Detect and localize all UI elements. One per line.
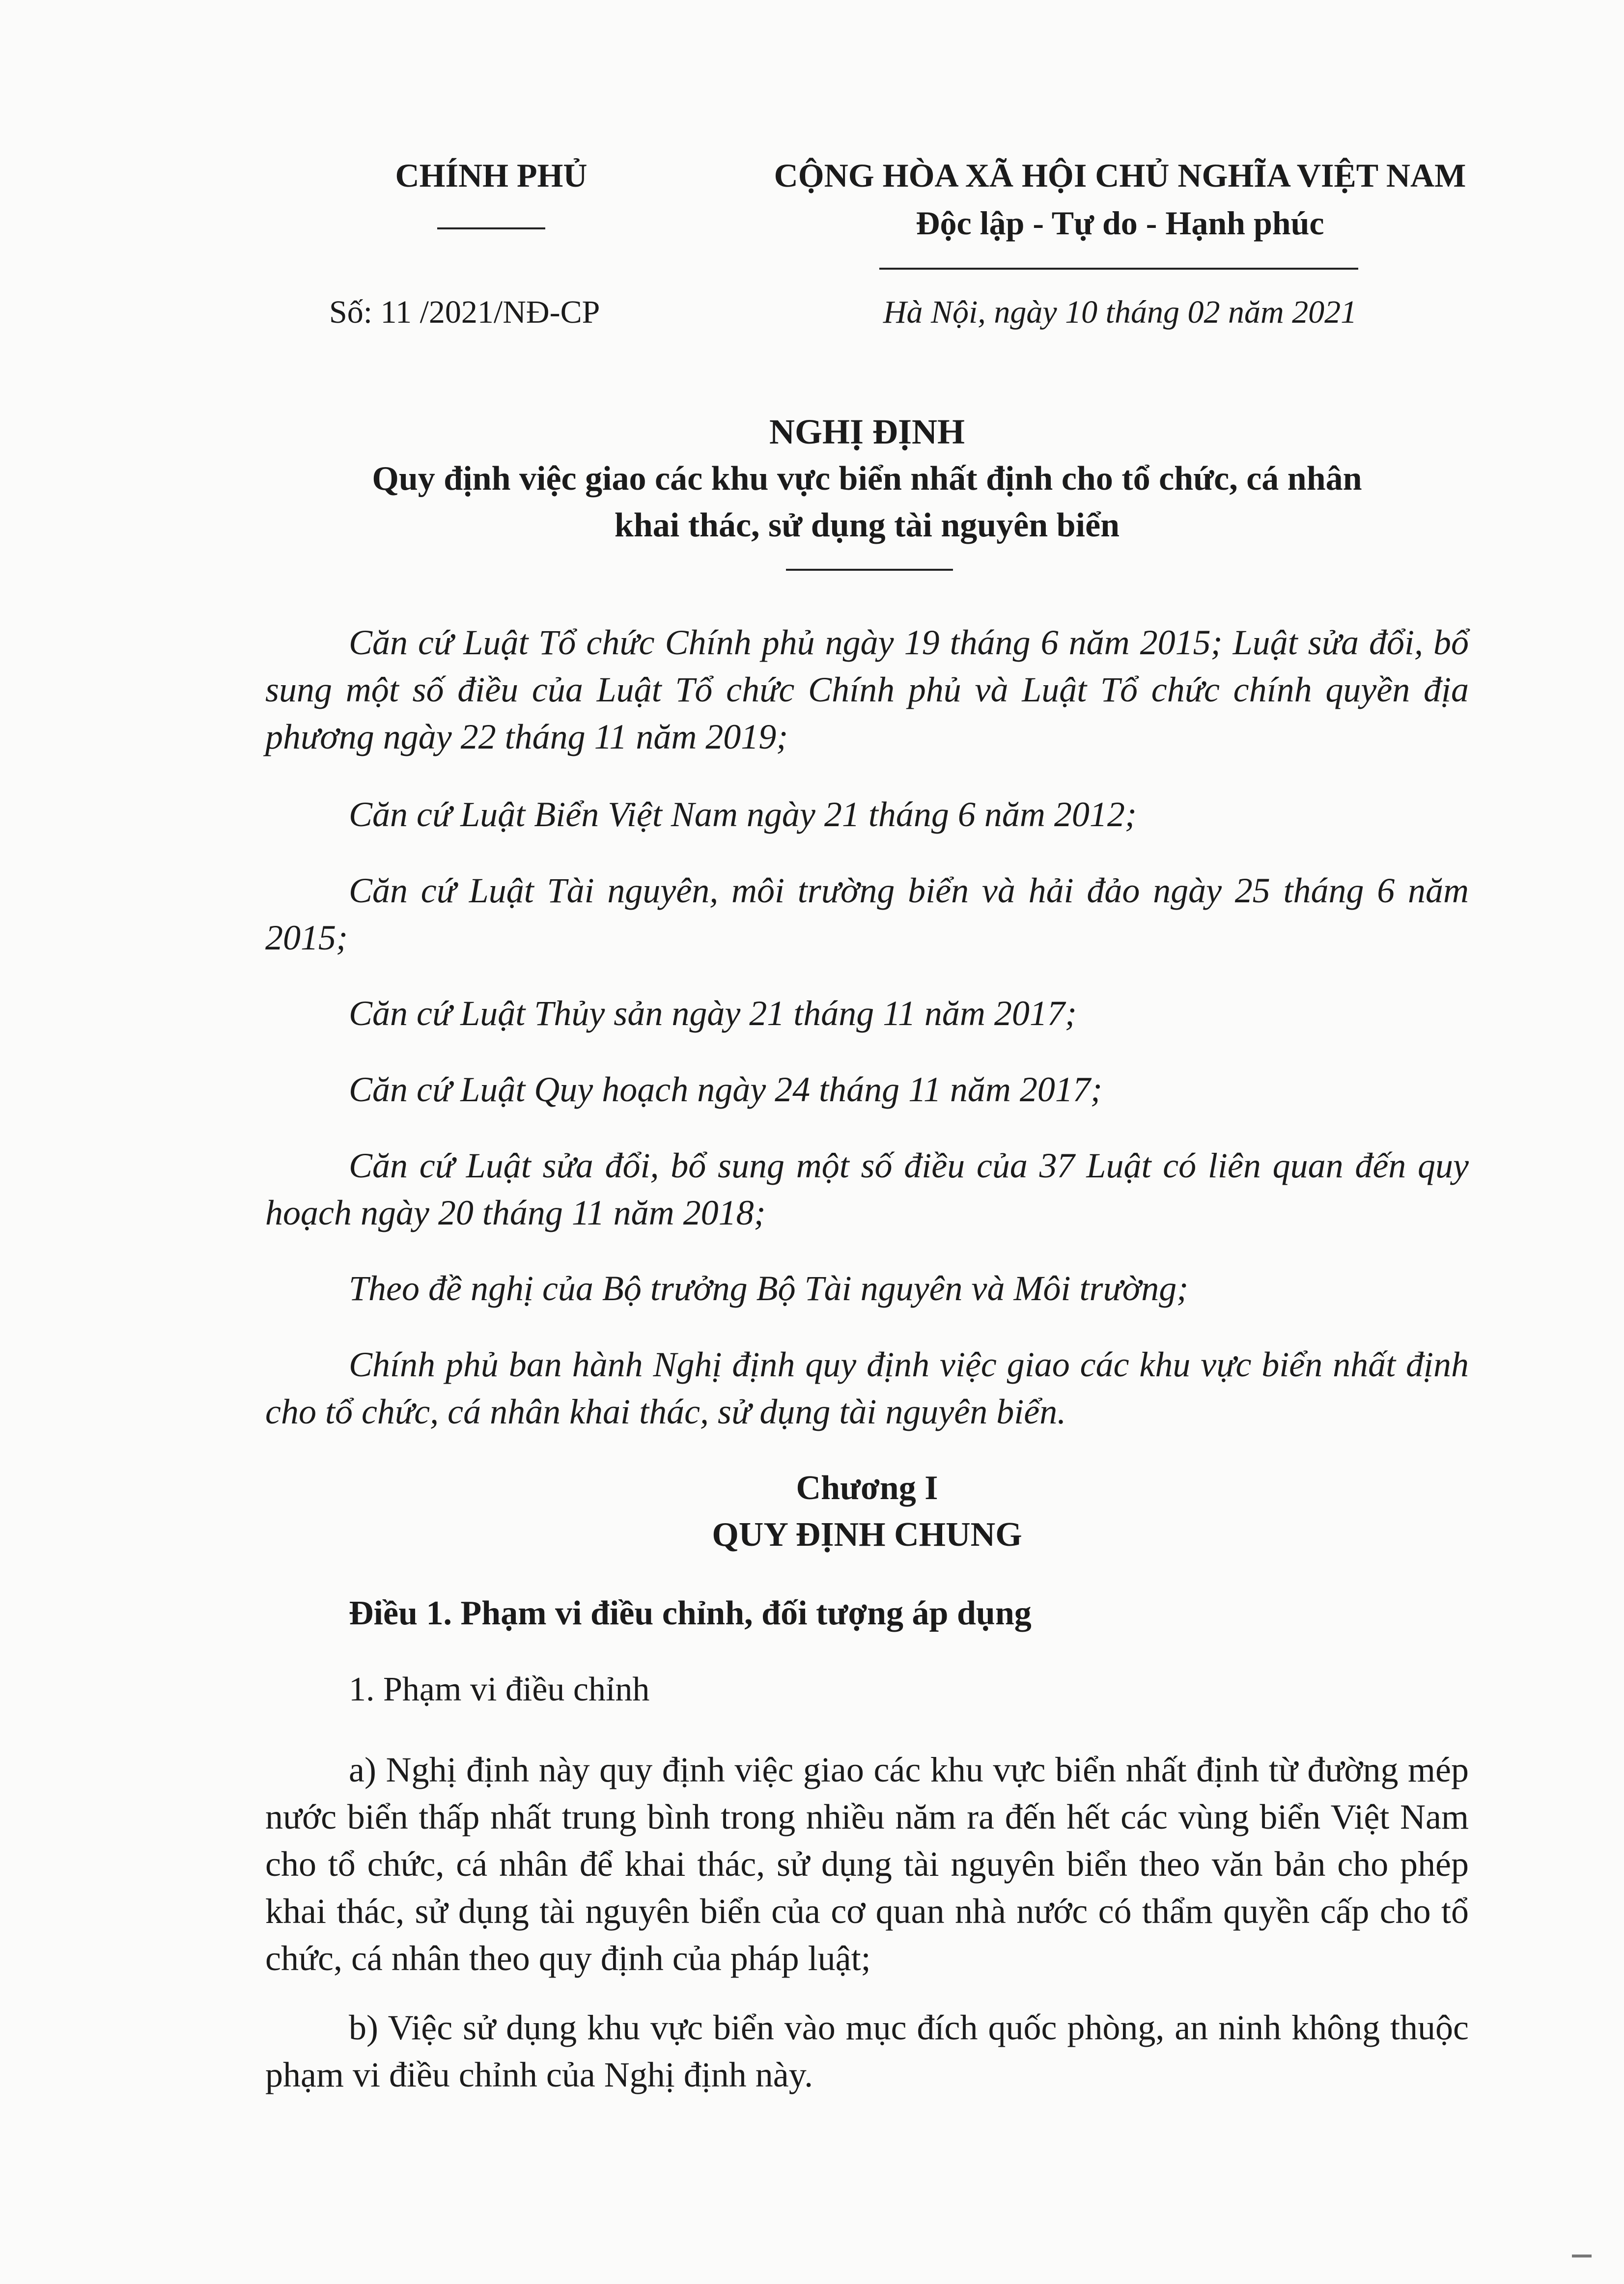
motto-underline [879,268,1358,270]
agency-underline [437,227,545,229]
preamble-proposal: Theo đề nghị của Bộ trưởng Bộ Tài nguyên và Môi trường; [349,1269,1189,1308]
preamble-basis-5: Căn cứ Luật Quy hoạch ngày 24 tháng 11 năm 2017; [349,1070,1102,1109]
preamble-basis-1: Căn cứ Luật Tổ chức Chính phủ ngày 19 tháng 6 năm 2015; Luật sửa đổi, bổ sung một số điều của Luật Tổ chức Chính phủ và Luật Tổ chức chính quyền địa phương ngày 22 tháng 11 năm 2019; [265,623,1469,756]
document-subject-line-2: khai thác, sử dụng tài nguyên biển [614,506,1120,544]
document-number: Số: 11 /2021/NĐ-CP [329,294,600,330]
chapter-label: Chương I [796,1469,938,1507]
scan-edge-mark [1572,2255,1592,2257]
preamble-basis-4: Căn cứ Luật Thủy sản ngày 21 tháng 11 năm 2017; [349,994,1077,1033]
article-1-heading: Điều 1. Phạm vi điều chỉnh, đối tượng áp dụng [349,1594,1032,1632]
national-motto: Độc lập - Tự do - Hạnh phúc [916,204,1324,242]
national-title: CỘNG HÒA XÃ HỘI CHỦ NGHĨA VIỆT NAM [774,157,1466,194]
preamble-basis-2: Căn cứ Luật Biển Việt Nam ngày 21 tháng 6 năm 2012; [349,795,1137,834]
place-and-date: Hà Nội, ngày 10 tháng 02 năm 2021 [883,294,1357,330]
title-underline [786,569,953,571]
preamble-basis-6: Căn cứ Luật sửa đổi, bổ sung một số điều của 37 Luật có liên quan đến quy hoạch ngày 20 tháng 11 năm 2018; [265,1146,1469,1232]
article-1-point-b: b) Việc sử dụng khu vực biển vào mục đích quốc phòng, an ninh không thuộc phạm vi điều chỉnh của Nghị định này. [265,2008,1469,2094]
chapter-title: QUY ĐỊNH CHUNG [712,1516,1022,1554]
document-subject-line-1: Quy định việc giao các khu vực biển nhất định cho tổ chức, cá nhân [372,460,1362,498]
article-1-clause-1: 1. Phạm vi điều chỉnh [349,1671,650,1708]
preamble-promulgation: Chính phủ ban hành Nghị định quy định việc giao các khu vực biển nhất định cho tổ chức, cá nhân khai thác, sử dụng tài nguyên biển. [265,1345,1469,1431]
article-1-point-a: a) Nghị định này quy định việc giao các khu vực biển nhất định từ đường mép nước biển thấp nhất trung bình trong nhiều năm ra đến hết các vùng biển Việt Nam cho tổ chức, cá nhân để khai thác, sử dụng tài nguyên biển theo văn bản cho phép khai thác, sử dụng tài nguyên biển của cơ quan nhà nước có thẩm quyền cấp cho tổ chức, cá nhân theo quy định của pháp luật; [265,1750,1469,1978]
document-type: NGHỊ ĐỊNH [769,412,965,451]
preamble-basis-3: Căn cứ Luật Tài nguyên, môi trường biển và hải đảo ngày 25 tháng 6 năm 2015; [265,871,1469,957]
issuing-agency: CHÍNH PHỦ [395,157,588,194]
